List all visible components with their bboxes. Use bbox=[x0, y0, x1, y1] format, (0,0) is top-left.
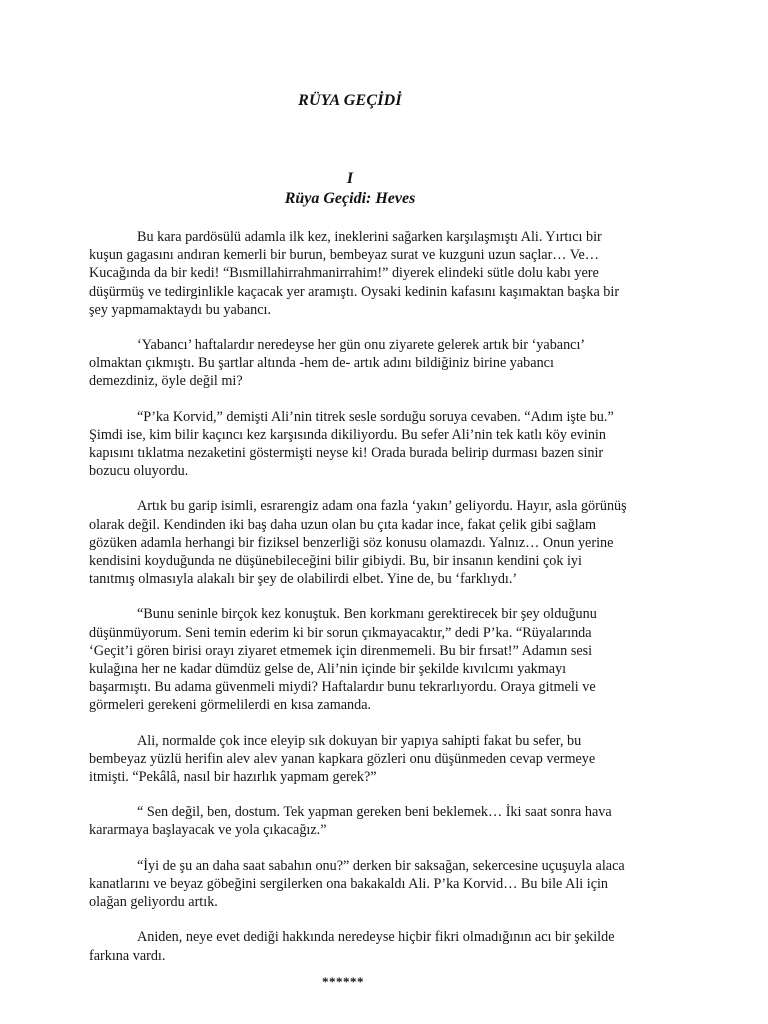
text-line: Kucağında da bir kedi! “Bısmillahirrahmanirrahim!” diyerek elindeki sütle dolu kabı yere bbox=[89, 265, 599, 282]
text-line: başarmıştı. Bu adama güvenmeli miydi? Haftalardır bunu tekrarlıyordu. Oraya gitmeli ve bbox=[89, 679, 596, 696]
text-line: kuşun gagasını andıran kemerli bir burun, bembeyaz surat ve kuzguni uzun saçlar… Ve… bbox=[89, 247, 599, 264]
text-line: tanıtmış olmasıyla alakalı bir şey de olabilirdi elbet. Yine de, bu ‘farklıydı.’ bbox=[89, 571, 518, 588]
paragraph bbox=[89, 408, 681, 481]
chapter-title: Rüya Geçidi: Heves bbox=[284, 190, 416, 207]
text-line: olağan geliyordu artık. bbox=[89, 894, 218, 911]
paragraph bbox=[89, 605, 681, 714]
text-line: “P’ka Korvid,” demişti Ali’nin titrek sesle sorduğu soruya cevaben. “Adım işte bu.” bbox=[137, 408, 614, 425]
text-line: kulağına her ne kadar dümdüz gelse de, Ali’nin içinde bir şekilde kıvılcımı yakmayı bbox=[89, 661, 567, 678]
text-line: düşünmüyorum. Seni temin ederim ki bir sorun çıkmayacaktır,” dedi P’ka. “Rüyalarında bbox=[89, 624, 592, 641]
text-line: Artık bu garip isimli, esrarengiz adam ona fazla ‘yakın’ geliyordu. Hayır, asla görünüş bbox=[137, 498, 627, 515]
text-line: kararmaya başlayacak ve yola çıkacağız.” bbox=[89, 822, 327, 839]
text-line: gözüken adamla herhangi bir fiziksel benzerliği söz konusu olamazdı. Yalnız… Onun yerine bbox=[89, 534, 614, 551]
text-line: şey yapmamaktaydı bu yabancı. bbox=[89, 301, 272, 318]
text-line: “ Sen değil, ben, dostum. Tek yapman gereken beni beklemek… İki saat sonra hava bbox=[137, 804, 612, 821]
section-separator: ****** bbox=[322, 974, 364, 989]
paragraph bbox=[89, 857, 681, 912]
document-title: RÜYA GEÇİDİ bbox=[298, 92, 402, 109]
text-line: görmeleri gerekeni görmelilerdi en kısa zamanda. bbox=[89, 697, 372, 714]
text-line: olarak değil. Kendinden iki baş daha uzun olan bu çıta kadar ince, fakat çelik gibi sağlam bbox=[89, 516, 597, 533]
text-line: kendisini koyduğunda ne düşünebileceğini bilir gibiydi. Bu, bir insanın kendini çok iyi bbox=[89, 553, 582, 570]
document-body bbox=[89, 228, 681, 982]
text-line: kapısını tıklatma nezaketini göstermişti neyse ki! Orada burada belirip durması bazen sinir bbox=[89, 445, 604, 462]
paragraph bbox=[89, 497, 681, 588]
chapter-number: I bbox=[346, 170, 354, 187]
text-line: itmişti. “Pekâlâ, nasıl bir hazırlık yapmam gerek?” bbox=[89, 769, 377, 786]
paragraph bbox=[89, 803, 681, 839]
paragraph bbox=[89, 228, 681, 319]
text-line: bozucu oluyordu. bbox=[89, 463, 189, 480]
text-line: kanatlarını ve beyaz göbeğini sergilerken ona bakakaldı Ali. P’ka Korvid… Bu bile Ali için bbox=[89, 875, 609, 892]
paragraph bbox=[89, 336, 681, 391]
text-line: “Bunu seninle birçok kez konuştuk. Ben korkmanı gerektirecek bir şey olduğunu bbox=[137, 606, 597, 623]
paragraph bbox=[89, 732, 681, 787]
text-line: düşürmüş ve tedirginlikle kaçacak yer aramıştı. Oysaki kedinin kafasını kaşımaktan başka bir bbox=[89, 283, 620, 300]
text-line: demezdiniz, öyle değil mi? bbox=[89, 373, 243, 390]
paragraph bbox=[89, 928, 681, 964]
text-line: olmaktan çıkmıştı. Bu şartlar altında -hem de- artık adını bildiğiniz birine yabancı bbox=[89, 355, 554, 372]
text-line: farkına vardı. bbox=[89, 947, 166, 964]
text-line: ‘Geçit’i gören birisi orayı ziyaret etmemek için direnmemeli. Bu bir fırsat!” Adamın sesi bbox=[89, 642, 593, 659]
text-line: Bu kara pardösülü adamla ilk kez, ineklerini sağarken karşılaşmıştı Ali. Yırtıcı bir bbox=[137, 229, 602, 245]
text-line: Ali, normalde çok ince eleyip sık dokuyan bir yapıya sahipti fakat bu sefer, bu bbox=[137, 732, 582, 749]
text-line: ‘Yabancı’ haftalardır neredeyse her gün onu ziyarete gelerek artık bir ‘yabancı’ bbox=[137, 337, 586, 354]
text-line: Aniden, neye evet dediği hakkında neredeyse hiçbir fikri olmadığının acı bir şekilde bbox=[137, 929, 615, 946]
text-line: Şimdi ise, kim bilir kaçıncı kez karşısında dikiliyordu. Bu sefer Ali’nin tek katlı köy evinin bbox=[89, 426, 606, 443]
text-line: “İyi de şu an daha saat sabahın onu?” derken bir saksağan, sekercesine uçuşuyla alaca bbox=[137, 857, 625, 874]
text-line: bembeyaz yüzlü herifin alev alev yanan kapkara gözleri onu düşünmeden cevap vermeye bbox=[89, 750, 596, 767]
